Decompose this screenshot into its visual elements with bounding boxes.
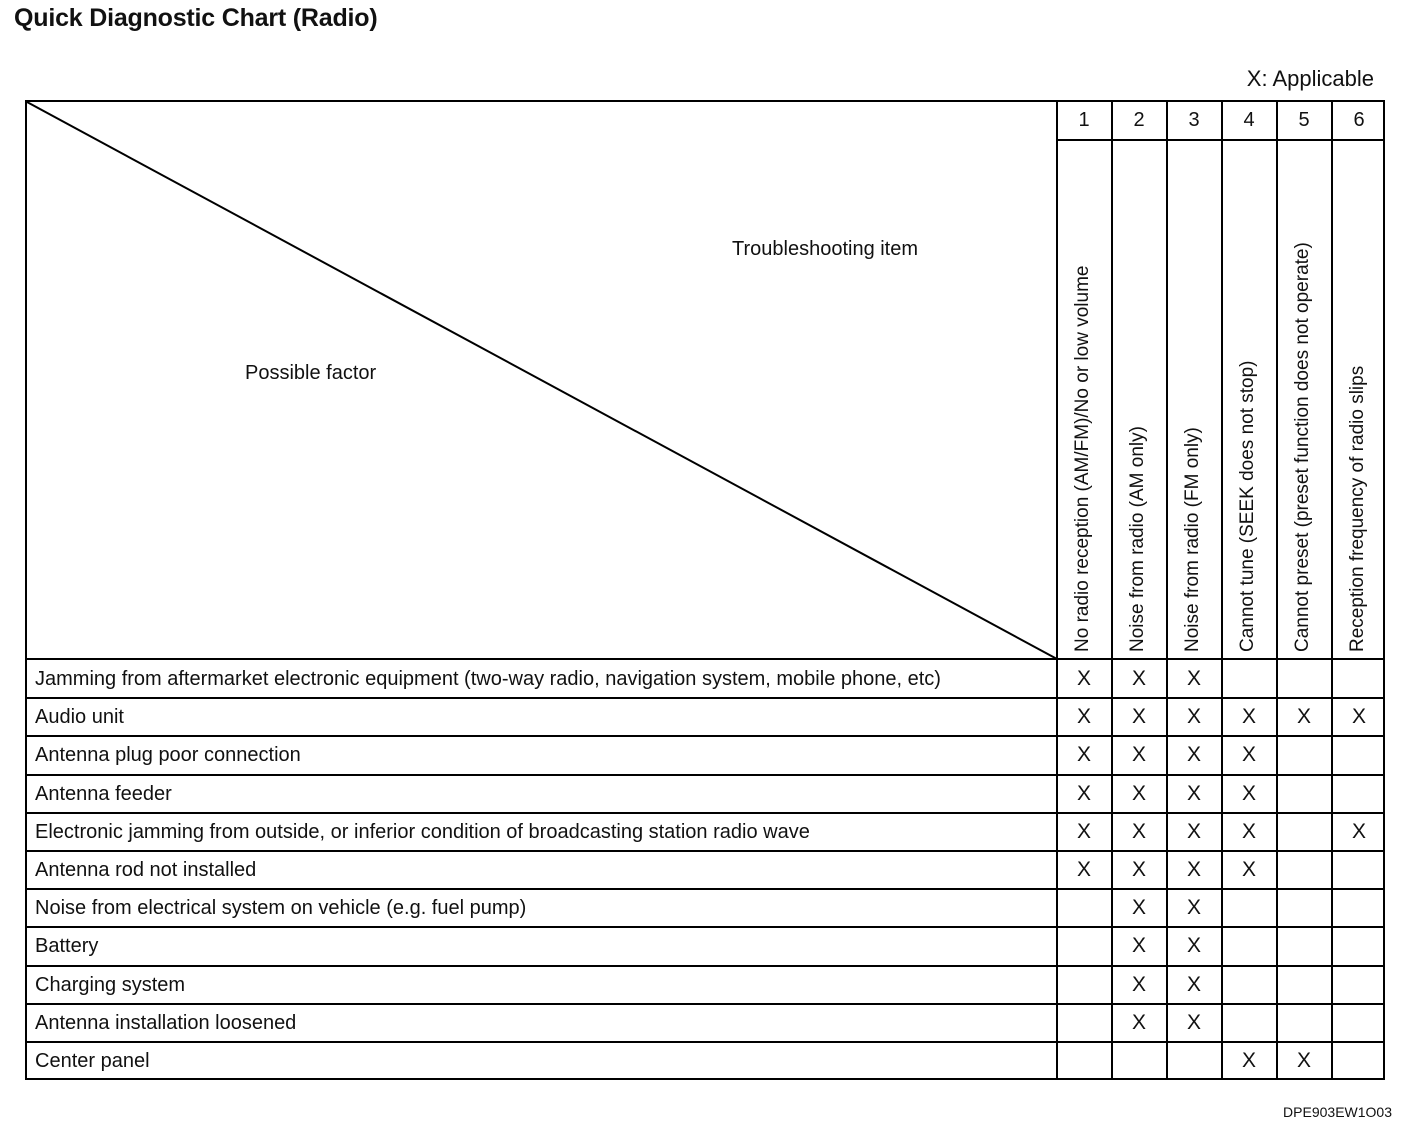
row-divider	[27, 926, 1383, 928]
applicable-mark: X	[1131, 819, 1146, 843]
header-divider	[27, 658, 1383, 660]
applicable-mark: X	[1351, 819, 1366, 843]
applicable-mark: X	[1186, 781, 1201, 805]
applicable-mark: X	[1351, 705, 1366, 729]
applicable-mark: X	[1186, 1010, 1201, 1034]
column-number: 5	[1298, 109, 1310, 131]
column-divider	[1166, 102, 1168, 1078]
applicable-mark: X	[1241, 1049, 1256, 1072]
applicable-mark: X	[1131, 667, 1146, 690]
column-label: No radio reception (AM/FM)/No or low volume	[1072, 265, 1093, 652]
column-label: Cannot preset (preset function does not operate)	[1292, 242, 1313, 652]
applicable-mark: X	[1076, 819, 1091, 843]
column-number: 2	[1133, 109, 1145, 131]
possible-factor: Battery	[35, 935, 99, 958]
column-divider	[1221, 102, 1223, 1078]
applicable-mark: X	[1186, 934, 1201, 958]
possible-factor: Antenna plug poor connection	[35, 744, 301, 767]
row-divider	[27, 735, 1383, 737]
applicable-mark: X	[1076, 781, 1091, 805]
possible-factor-label: Possible factor	[245, 362, 377, 384]
possible-factor: Audio unit	[35, 706, 124, 729]
column-number-divider	[1056, 139, 1383, 141]
applicable-mark: X	[1186, 705, 1201, 729]
applicable-mark: X	[1186, 667, 1201, 690]
applicable-mark: X	[1186, 896, 1201, 920]
legend-applicable: X: Applicable	[1246, 66, 1374, 91]
applicable-mark: X	[1241, 705, 1256, 729]
column-divider	[1111, 102, 1113, 1078]
applicable-mark: X	[1076, 858, 1091, 881]
column-label: Reception frequency of radio slips	[1347, 365, 1368, 652]
column-label: Cannot tune (SEEK does not stop)	[1237, 360, 1258, 652]
applicable-mark: X	[1131, 896, 1146, 920]
possible-factor: Jamming from aftermarket electronic equipment (two-way radio, navigation system, mobile phone, etc)	[35, 668, 941, 690]
applicable-mark: X	[1241, 743, 1256, 767]
row-divider	[27, 888, 1383, 890]
possible-factor: Antenna feeder	[35, 782, 172, 805]
row-divider	[27, 812, 1383, 814]
column-label: Noise from radio (FM only)	[1182, 427, 1203, 652]
applicable-mark: X	[1296, 1049, 1311, 1072]
page-title: Quick Diagnostic Chart (Radio)	[14, 4, 378, 32]
column-divider	[1056, 102, 1058, 1078]
applicable-mark: X	[1241, 781, 1256, 805]
row-divider	[27, 850, 1383, 852]
column-number: 4	[1243, 109, 1255, 131]
applicable-mark: X	[1131, 743, 1146, 767]
applicable-mark: X	[1186, 858, 1201, 881]
applicable-mark: X	[1296, 705, 1311, 729]
row-divider	[27, 1041, 1383, 1043]
applicable-mark: X	[1131, 858, 1146, 881]
applicable-mark: X	[1131, 1010, 1146, 1034]
possible-factor: Charging system	[35, 973, 186, 996]
applicable-mark: X	[1186, 819, 1201, 843]
applicable-mark: X	[1076, 743, 1091, 767]
applicable-mark: X	[1131, 972, 1146, 996]
possible-factor: Antenna rod not installed	[35, 859, 257, 881]
possible-factor: Center panel	[35, 1050, 150, 1072]
possible-factor: Antenna installation loosened	[35, 1011, 297, 1034]
row-divider	[27, 1003, 1383, 1005]
applicable-mark: X	[1241, 819, 1256, 843]
troubleshooting-item-label: Troubleshooting item	[732, 238, 919, 260]
row-divider	[27, 697, 1383, 699]
column-number: 1	[1078, 109, 1090, 131]
diagnostic-table	[25, 100, 1385, 1080]
applicable-mark: X	[1186, 743, 1201, 767]
header-diagonal-line	[27, 102, 1057, 659]
column-number: 6	[1353, 109, 1365, 131]
column-divider	[1276, 102, 1278, 1078]
row-divider	[27, 965, 1383, 967]
applicable-mark: X	[1131, 934, 1146, 958]
column-number: 3	[1188, 109, 1200, 131]
applicable-mark: X	[1076, 667, 1091, 690]
applicable-mark: X	[1131, 705, 1146, 729]
possible-factor: Electronic jamming from outside, or inferior condition of broadcasting station radio wave	[35, 820, 810, 843]
possible-factor: Noise from electrical system on vehicle (e.g. fuel pump)	[35, 897, 527, 920]
applicable-mark: X	[1186, 972, 1201, 996]
column-divider	[1331, 102, 1333, 1078]
applicable-mark: X	[1076, 705, 1091, 729]
figure-code: DPE903EW1O03	[1283, 1104, 1392, 1120]
row-divider	[27, 774, 1383, 776]
column-label: Noise from radio (AM only)	[1127, 426, 1148, 652]
applicable-mark: X	[1241, 858, 1256, 881]
applicable-mark: X	[1131, 781, 1146, 805]
